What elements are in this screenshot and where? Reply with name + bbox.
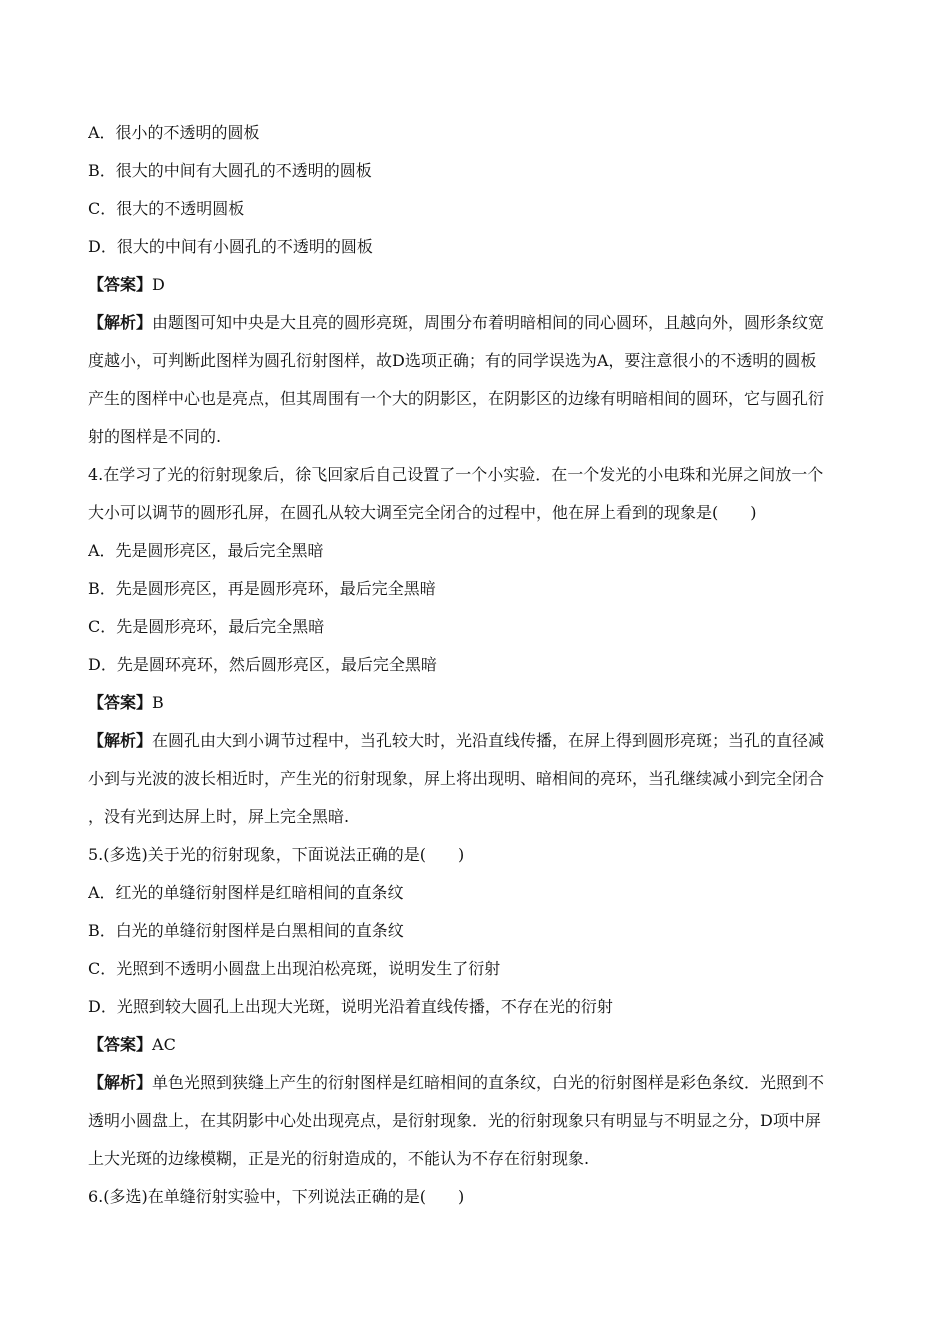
q3-option-b: B．很大的中间有大圆孔的不透明的圆板 [88, 161, 372, 180]
q3-analysis-line: 度越小，可判断此图样为圆孔衍射图样，故D选项正确；有的同学误选为A，要注意很小的不透明的圆板 [88, 351, 817, 370]
q4-analysis-line: 【解析】在圆孔由大到小调节过程中，当孔较大时，光沿直线传播，在屏上得到圆形亮斑；当孔的直径减 [88, 731, 825, 750]
q3-option-a: A．很小的不透明的圆板 [88, 123, 260, 142]
q3-analysis-line: 产生的图样中心也是亮点，但其周围有一个大的阴影区，在阴影区的边缘有明暗相间的圆环，它与圆孔衍 [88, 389, 825, 408]
q5-option-b: B．白光的单缝衍射图样是白黑相间的直条纹 [88, 921, 404, 940]
q6-stem: 6.(多选)在单缝衍射实验中，下列说法正确的是( ) [88, 1187, 465, 1206]
q4-option-c: C．先是圆形亮环，最后完全黑暗 [88, 617, 325, 636]
q5-answer [88, 1034, 863, 1056]
q5-option-d: D．光照到较大圆孔上出现大光斑，说明光沿着直线传播，不存在光的衍射 [88, 997, 613, 1016]
q4-answer [88, 692, 863, 714]
q5-stem: 5.(多选)关于光的衍射现象，下面说法正确的是( ) [88, 845, 465, 864]
q5-option-a: A．红光的单缝衍射图样是红暗相间的直条纹 [88, 883, 404, 902]
q4-stem-line: 4.在学习了光的衍射现象后，徐飞回家后自己设置了一个小实验．在一个发光的小电珠和光屏之间放一个 [88, 465, 824, 484]
q3-option-d: D．很大的中间有小圆孔的不透明的圆板 [88, 237, 373, 256]
q5-option-c: C．光照到不透明小圆盘上出现泊松亮斑，说明发生了衍射 [88, 959, 501, 978]
q5-analysis-line: 【解析】单色光照到狭缝上产生的衍射图样是红暗相间的直条纹，白光的衍射图样是彩色条纹．光照到不 [88, 1073, 825, 1092]
analysis-label: 【解析】 [88, 313, 153, 332]
answer-label: 【答案】 [88, 693, 153, 712]
answer-value: B [152, 693, 164, 712]
answer-label: 【答案】 [88, 275, 153, 294]
q5-analysis-line: 上大光斑的边缘模糊，正是光的衍射造成的，不能认为不存在衍射现象. [88, 1149, 590, 1168]
q3-analysis-line: 【解析】由题图可知中央是大且亮的圆形亮斑，周围分布着明暗相间的同心圆环，且越向外，圆形条纹宽 [88, 313, 825, 332]
q4-option-a: A．先是圆形亮区，最后完全黑暗 [88, 541, 324, 560]
q4-stem-line: 大小可以调节的圆形孔屏，在圆孔从较大调至完全闭合的过程中，他在屏上看到的现象是( ) [88, 503, 757, 522]
q4-analysis-line: 小到与光波的波长相近时，产生光的衍射现象，屏上将出现明、暗相间的亮环，当孔继续减小到完全闭合 [88, 769, 825, 788]
analysis-label: 【解析】 [88, 731, 153, 750]
q5-analysis-line: 透明小圆盘上，在其阴影中心处出现亮点，是衍射现象．光的衍射现象只有明显与不明显之分，D项中屏 [88, 1111, 821, 1130]
q4-analysis-line: ，没有光到达屏上时，屏上完全黑暗. [88, 807, 350, 826]
q3-analysis-line: 射的图样是不同的. [88, 427, 222, 446]
q4-option-d: D．先是圆环亮环，然后圆形亮区，最后完全黑暗 [88, 655, 437, 674]
answer-value: D [152, 275, 165, 294]
answer-value: AC [152, 1035, 176, 1054]
q4-option-b: B．先是圆形亮区，再是圆形亮环，最后完全黑暗 [88, 579, 436, 598]
analysis-label: 【解析】 [88, 1073, 153, 1092]
q3-answer [88, 274, 863, 296]
answer-label: 【答案】 [88, 1035, 153, 1054]
q3-option-c: C．很大的不透明圆板 [88, 199, 245, 218]
